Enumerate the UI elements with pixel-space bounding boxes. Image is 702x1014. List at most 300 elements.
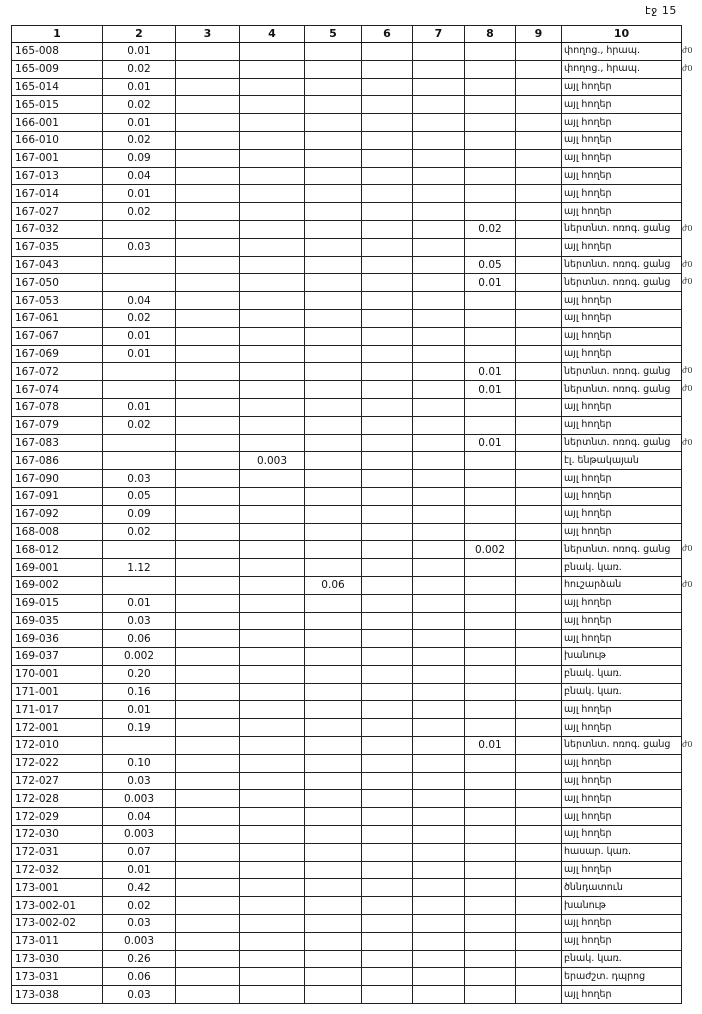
col9-cell <box>516 452 562 470</box>
col9-cell <box>516 754 562 772</box>
col3-cell <box>176 78 240 96</box>
col5-cell <box>305 826 362 844</box>
col4-cell <box>240 274 305 292</box>
col7-cell <box>413 701 465 719</box>
col7-cell <box>413 238 465 256</box>
col8-cell <box>465 932 516 950</box>
table-row <box>12 487 682 505</box>
parcel-code-cell: 166-010 <box>12 131 103 149</box>
col6-cell <box>362 96 413 114</box>
parcel-code-cell: 167-083 <box>12 434 103 452</box>
area-cell: 0.03 <box>103 238 176 256</box>
col8-cell <box>465 826 516 844</box>
col9-cell <box>516 78 562 96</box>
col7-cell <box>413 203 465 221</box>
col6-cell <box>362 576 413 594</box>
parcel-code-cell: 167-086 <box>12 452 103 470</box>
col5-cell <box>305 559 362 577</box>
parcel-code-cell: 165-008 <box>12 43 103 61</box>
area-cell: 0.02 <box>103 96 176 114</box>
col3-cell <box>176 167 240 185</box>
col9-cell <box>516 167 562 185</box>
col6-cell <box>362 345 413 363</box>
col6-cell <box>362 612 413 630</box>
col6-cell <box>362 398 413 416</box>
area-cell: 0.16 <box>103 683 176 701</box>
col8-cell <box>465 398 516 416</box>
table-row <box>12 737 682 755</box>
parcel-code-cell: 167-014 <box>12 185 103 203</box>
col8-cell <box>465 843 516 861</box>
col3-cell <box>176 915 240 933</box>
table-row <box>12 701 682 719</box>
table-row <box>12 968 682 986</box>
col6-cell <box>362 149 413 167</box>
col4-cell <box>240 363 305 381</box>
col3-cell <box>176 719 240 737</box>
col8-cell <box>465 594 516 612</box>
col3-cell <box>176 434 240 452</box>
col5-cell <box>305 327 362 345</box>
margin-mark: ժ0 <box>682 259 693 269</box>
col8-cell <box>465 114 516 132</box>
col8-cell <box>465 950 516 968</box>
col4-cell <box>240 238 305 256</box>
column-header: 4 <box>240 26 305 43</box>
area-cell: 0.003 <box>103 826 176 844</box>
parcel-code-cell: 168-012 <box>12 541 103 559</box>
col4-cell <box>240 630 305 648</box>
parcel-code-cell: 167-035 <box>12 238 103 256</box>
land-use-cell: այլ հողեր <box>562 131 682 149</box>
col8-cell <box>465 238 516 256</box>
col6-cell <box>362 292 413 310</box>
land-use-cell: բնակ. կառ. <box>562 950 682 968</box>
table-row <box>12 363 682 381</box>
table-row <box>12 381 682 399</box>
col7-cell <box>413 185 465 203</box>
area-cell: 0.01 <box>103 185 176 203</box>
area-cell: 0.01 <box>103 114 176 132</box>
col7-cell <box>413 772 465 790</box>
table-row <box>12 416 682 434</box>
col8-cell <box>465 96 516 114</box>
col4-cell <box>240 43 305 61</box>
col7-cell <box>413 43 465 61</box>
parcel-code-cell: 173-011 <box>12 932 103 950</box>
table-row <box>12 78 682 96</box>
table-row <box>12 114 682 132</box>
land-use-cell: այլ հողեր <box>562 292 682 310</box>
col7-cell <box>413 256 465 274</box>
area-cell <box>103 220 176 238</box>
table-row <box>12 719 682 737</box>
col4-cell <box>240 167 305 185</box>
col6-cell <box>362 843 413 861</box>
col6-cell <box>362 772 413 790</box>
col5-cell <box>305 470 362 488</box>
area-cell: 0.03 <box>103 772 176 790</box>
parcel-code-cell: 167-069 <box>12 345 103 363</box>
col7-cell <box>413 487 465 505</box>
area-cell: 0.03 <box>103 470 176 488</box>
col8-cell: 0.01 <box>465 737 516 755</box>
parcel-code-cell: 169-015 <box>12 594 103 612</box>
col9-cell <box>516 843 562 861</box>
land-use-cell: այլ հողեր <box>562 398 682 416</box>
col8-cell <box>465 576 516 594</box>
col7-cell <box>413 60 465 78</box>
col5-cell <box>305 149 362 167</box>
col8-cell <box>465 149 516 167</box>
area-cell <box>103 434 176 452</box>
col5-cell <box>305 968 362 986</box>
col3-cell <box>176 879 240 897</box>
land-use-cell: այլ հողեր <box>562 487 682 505</box>
col5-cell <box>305 381 362 399</box>
area-cell <box>103 452 176 470</box>
col8-cell <box>465 719 516 737</box>
col9-cell <box>516 915 562 933</box>
col6-cell <box>362 986 413 1004</box>
col7-cell <box>413 274 465 292</box>
col5-cell <box>305 808 362 826</box>
land-use-cell: այլ հողեր <box>562 701 682 719</box>
col8-cell <box>465 665 516 683</box>
table-row <box>12 149 682 167</box>
col9-cell <box>516 879 562 897</box>
col4-cell <box>240 114 305 132</box>
area-cell <box>103 576 176 594</box>
col9-cell <box>516 398 562 416</box>
col4-cell <box>240 932 305 950</box>
table-row <box>12 950 682 968</box>
column-header: 7 <box>413 26 465 43</box>
parcel-code-cell: 172-027 <box>12 772 103 790</box>
col4-cell <box>240 398 305 416</box>
table-row <box>12 96 682 114</box>
col6-cell <box>362 648 413 666</box>
col7-cell <box>413 843 465 861</box>
area-cell: 0.01 <box>103 701 176 719</box>
col6-cell <box>362 826 413 844</box>
table-row <box>12 559 682 577</box>
col8-cell <box>465 683 516 701</box>
col8-cell <box>465 915 516 933</box>
col7-cell <box>413 363 465 381</box>
col5-cell <box>305 541 362 559</box>
parcel-code-cell: 167-079 <box>12 416 103 434</box>
col9-cell <box>516 737 562 755</box>
col3-cell <box>176 808 240 826</box>
parcel-code-cell: 167-074 <box>12 381 103 399</box>
col5-cell <box>305 131 362 149</box>
col3-cell <box>176 612 240 630</box>
col3-cell <box>176 986 240 1004</box>
col9-cell <box>516 345 562 363</box>
margin-mark: ժ0 <box>682 384 693 394</box>
col8-cell <box>465 452 516 470</box>
land-use-cell: այլ հողեր <box>562 185 682 203</box>
col9-cell <box>516 861 562 879</box>
col9-cell <box>516 576 562 594</box>
col6-cell <box>362 452 413 470</box>
col3-cell <box>176 114 240 132</box>
column-header: 1 <box>12 26 103 43</box>
area-cell: 0.01 <box>103 398 176 416</box>
col4-cell <box>240 345 305 363</box>
col6-cell <box>362 968 413 986</box>
col3-cell <box>176 345 240 363</box>
area-cell: 0.03 <box>103 612 176 630</box>
col7-cell <box>413 915 465 933</box>
col7-cell <box>413 470 465 488</box>
col5-cell <box>305 932 362 950</box>
col5-cell <box>305 345 362 363</box>
col7-cell <box>413 220 465 238</box>
col4-cell <box>240 861 305 879</box>
col8-cell <box>465 292 516 310</box>
table-row <box>12 292 682 310</box>
col8-cell <box>465 612 516 630</box>
col3-cell <box>176 131 240 149</box>
col8-cell <box>465 505 516 523</box>
col7-cell <box>413 808 465 826</box>
col6-cell <box>362 43 413 61</box>
col7-cell <box>413 292 465 310</box>
col3-cell <box>176 220 240 238</box>
land-use-cell: ծննդատուն <box>562 879 682 897</box>
col4-cell <box>240 131 305 149</box>
table-row <box>12 665 682 683</box>
col3-cell <box>176 309 240 327</box>
table-row <box>12 879 682 897</box>
col9-cell <box>516 790 562 808</box>
col5-cell <box>305 843 362 861</box>
col6-cell <box>362 185 413 203</box>
col5-cell <box>305 630 362 648</box>
table-row <box>12 505 682 523</box>
col8-cell: 0.002 <box>465 541 516 559</box>
land-use-cell: այլ հողեր <box>562 114 682 132</box>
col7-cell <box>413 737 465 755</box>
table-row <box>12 915 682 933</box>
col8-cell <box>465 309 516 327</box>
parcel-code-cell: 171-001 <box>12 683 103 701</box>
area-cell: 0.01 <box>103 327 176 345</box>
parcel-code-cell: 168-008 <box>12 523 103 541</box>
col3-cell <box>176 523 240 541</box>
col9-cell <box>516 238 562 256</box>
parcel-code-cell: 172-029 <box>12 808 103 826</box>
land-use-cell: բնակ. կառ. <box>562 665 682 683</box>
col9-cell <box>516 309 562 327</box>
col9-cell <box>516 648 562 666</box>
land-use-cell: այլ հողեր <box>562 345 682 363</box>
col9-cell <box>516 612 562 630</box>
col5-cell: 0.06 <box>305 576 362 594</box>
margin-mark: ժ0 <box>682 437 693 447</box>
col4-cell <box>240 523 305 541</box>
col3-cell <box>176 381 240 399</box>
table-row <box>12 256 682 274</box>
col9-cell <box>516 203 562 221</box>
col8-cell: 0.01 <box>465 363 516 381</box>
col7-cell <box>413 523 465 541</box>
area-cell: 0.03 <box>103 915 176 933</box>
col7-cell <box>413 665 465 683</box>
col7-cell <box>413 114 465 132</box>
table-row <box>12 131 682 149</box>
land-use-cell: այլ հողեր <box>562 719 682 737</box>
col6-cell <box>362 701 413 719</box>
col7-cell <box>413 398 465 416</box>
table-row <box>12 612 682 630</box>
col3-cell <box>176 843 240 861</box>
col5-cell <box>305 754 362 772</box>
land-use-cell: այլ հողեր <box>562 327 682 345</box>
col9-cell <box>516 256 562 274</box>
col9-cell <box>516 683 562 701</box>
col5-cell <box>305 43 362 61</box>
table-row <box>12 986 682 1004</box>
area-cell: 0.04 <box>103 292 176 310</box>
col5-cell <box>305 452 362 470</box>
col4-cell <box>240 915 305 933</box>
land-use-cell: այլ հողեր <box>562 754 682 772</box>
land-use-cell: այլ հողեր <box>562 790 682 808</box>
column-header: 6 <box>362 26 413 43</box>
page-number: էջ 15 <box>645 4 677 17</box>
col3-cell <box>176 950 240 968</box>
parcel-code-cell: 172-032 <box>12 861 103 879</box>
col3-cell <box>176 327 240 345</box>
col4-cell <box>240 612 305 630</box>
parcel-code-cell: 167-091 <box>12 487 103 505</box>
land-use-cell: բնակ. կառ. <box>562 559 682 577</box>
col5-cell <box>305 185 362 203</box>
area-cell: 0.26 <box>103 950 176 968</box>
col3-cell <box>176 203 240 221</box>
col8-cell <box>465 648 516 666</box>
table-row <box>12 220 682 238</box>
col5-cell <box>305 790 362 808</box>
col4-cell <box>240 701 305 719</box>
col8-cell <box>465 968 516 986</box>
land-use-cell: այլ հողեր <box>562 78 682 96</box>
col3-cell <box>176 363 240 381</box>
col7-cell <box>413 879 465 897</box>
table-row <box>12 772 682 790</box>
parcel-code-cell: 169-035 <box>12 612 103 630</box>
land-register-table <box>11 25 682 1004</box>
col7-cell <box>413 381 465 399</box>
col9-cell <box>516 114 562 132</box>
col5-cell <box>305 523 362 541</box>
col9-cell <box>516 131 562 149</box>
col8-cell <box>465 470 516 488</box>
land-use-cell: այլ հողեր <box>562 826 682 844</box>
table-row <box>12 541 682 559</box>
col3-cell <box>176 43 240 61</box>
col4-cell <box>240 719 305 737</box>
col3-cell <box>176 683 240 701</box>
col7-cell <box>413 505 465 523</box>
col9-cell <box>516 630 562 648</box>
col3-cell <box>176 790 240 808</box>
table-row <box>12 808 682 826</box>
col5-cell <box>305 986 362 1004</box>
col7-cell <box>413 683 465 701</box>
margin-mark: ժ0 <box>682 366 693 376</box>
col5-cell <box>305 861 362 879</box>
col6-cell <box>362 309 413 327</box>
col3-cell <box>176 701 240 719</box>
col5-cell <box>305 398 362 416</box>
land-use-cell: ներտնտ. ոռոգ. ցանց <box>562 737 682 755</box>
land-use-cell: խանութ <box>562 897 682 915</box>
table-row <box>12 345 682 363</box>
col6-cell <box>362 897 413 915</box>
land-use-cell: բնակ. կառ. <box>562 683 682 701</box>
parcel-code-cell: 172-022 <box>12 754 103 772</box>
col3-cell <box>176 541 240 559</box>
area-cell: 0.05 <box>103 487 176 505</box>
col5-cell <box>305 114 362 132</box>
col8-cell <box>465 861 516 879</box>
table-row <box>12 398 682 416</box>
parcel-code-cell: 173-030 <box>12 950 103 968</box>
col5-cell <box>305 665 362 683</box>
area-cell <box>103 381 176 399</box>
col4-cell <box>240 968 305 986</box>
table-row <box>12 826 682 844</box>
col6-cell <box>362 363 413 381</box>
land-use-cell: այլ հողեր <box>562 630 682 648</box>
parcel-code-cell: 167-053 <box>12 292 103 310</box>
land-use-cell: ներտնտ. ոռոգ. ցանց <box>562 434 682 452</box>
parcel-code-cell: 165-015 <box>12 96 103 114</box>
col7-cell <box>413 559 465 577</box>
area-cell: 0.01 <box>103 345 176 363</box>
col9-cell <box>516 363 562 381</box>
col7-cell <box>413 594 465 612</box>
col5-cell <box>305 274 362 292</box>
col6-cell <box>362 790 413 808</box>
col9-cell <box>516 772 562 790</box>
col8-cell <box>465 986 516 1004</box>
col8-cell <box>465 345 516 363</box>
col4-cell <box>240 808 305 826</box>
table-row <box>12 434 682 452</box>
col6-cell <box>362 256 413 274</box>
col9-cell <box>516 541 562 559</box>
col5-cell <box>305 434 362 452</box>
land-use-cell: հասար. կառ. <box>562 843 682 861</box>
col4-cell <box>240 737 305 755</box>
col7-cell <box>413 932 465 950</box>
col7-cell <box>413 131 465 149</box>
parcel-code-cell: 172-028 <box>12 790 103 808</box>
col6-cell <box>362 416 413 434</box>
parcel-code-cell: 171-017 <box>12 701 103 719</box>
col4-cell <box>240 505 305 523</box>
col4-cell <box>240 826 305 844</box>
col4-cell: 0.003 <box>240 452 305 470</box>
land-use-cell: այլ հողեր <box>562 861 682 879</box>
parcel-code-cell: 173-038 <box>12 986 103 1004</box>
parcel-code-cell: 167-050 <box>12 274 103 292</box>
